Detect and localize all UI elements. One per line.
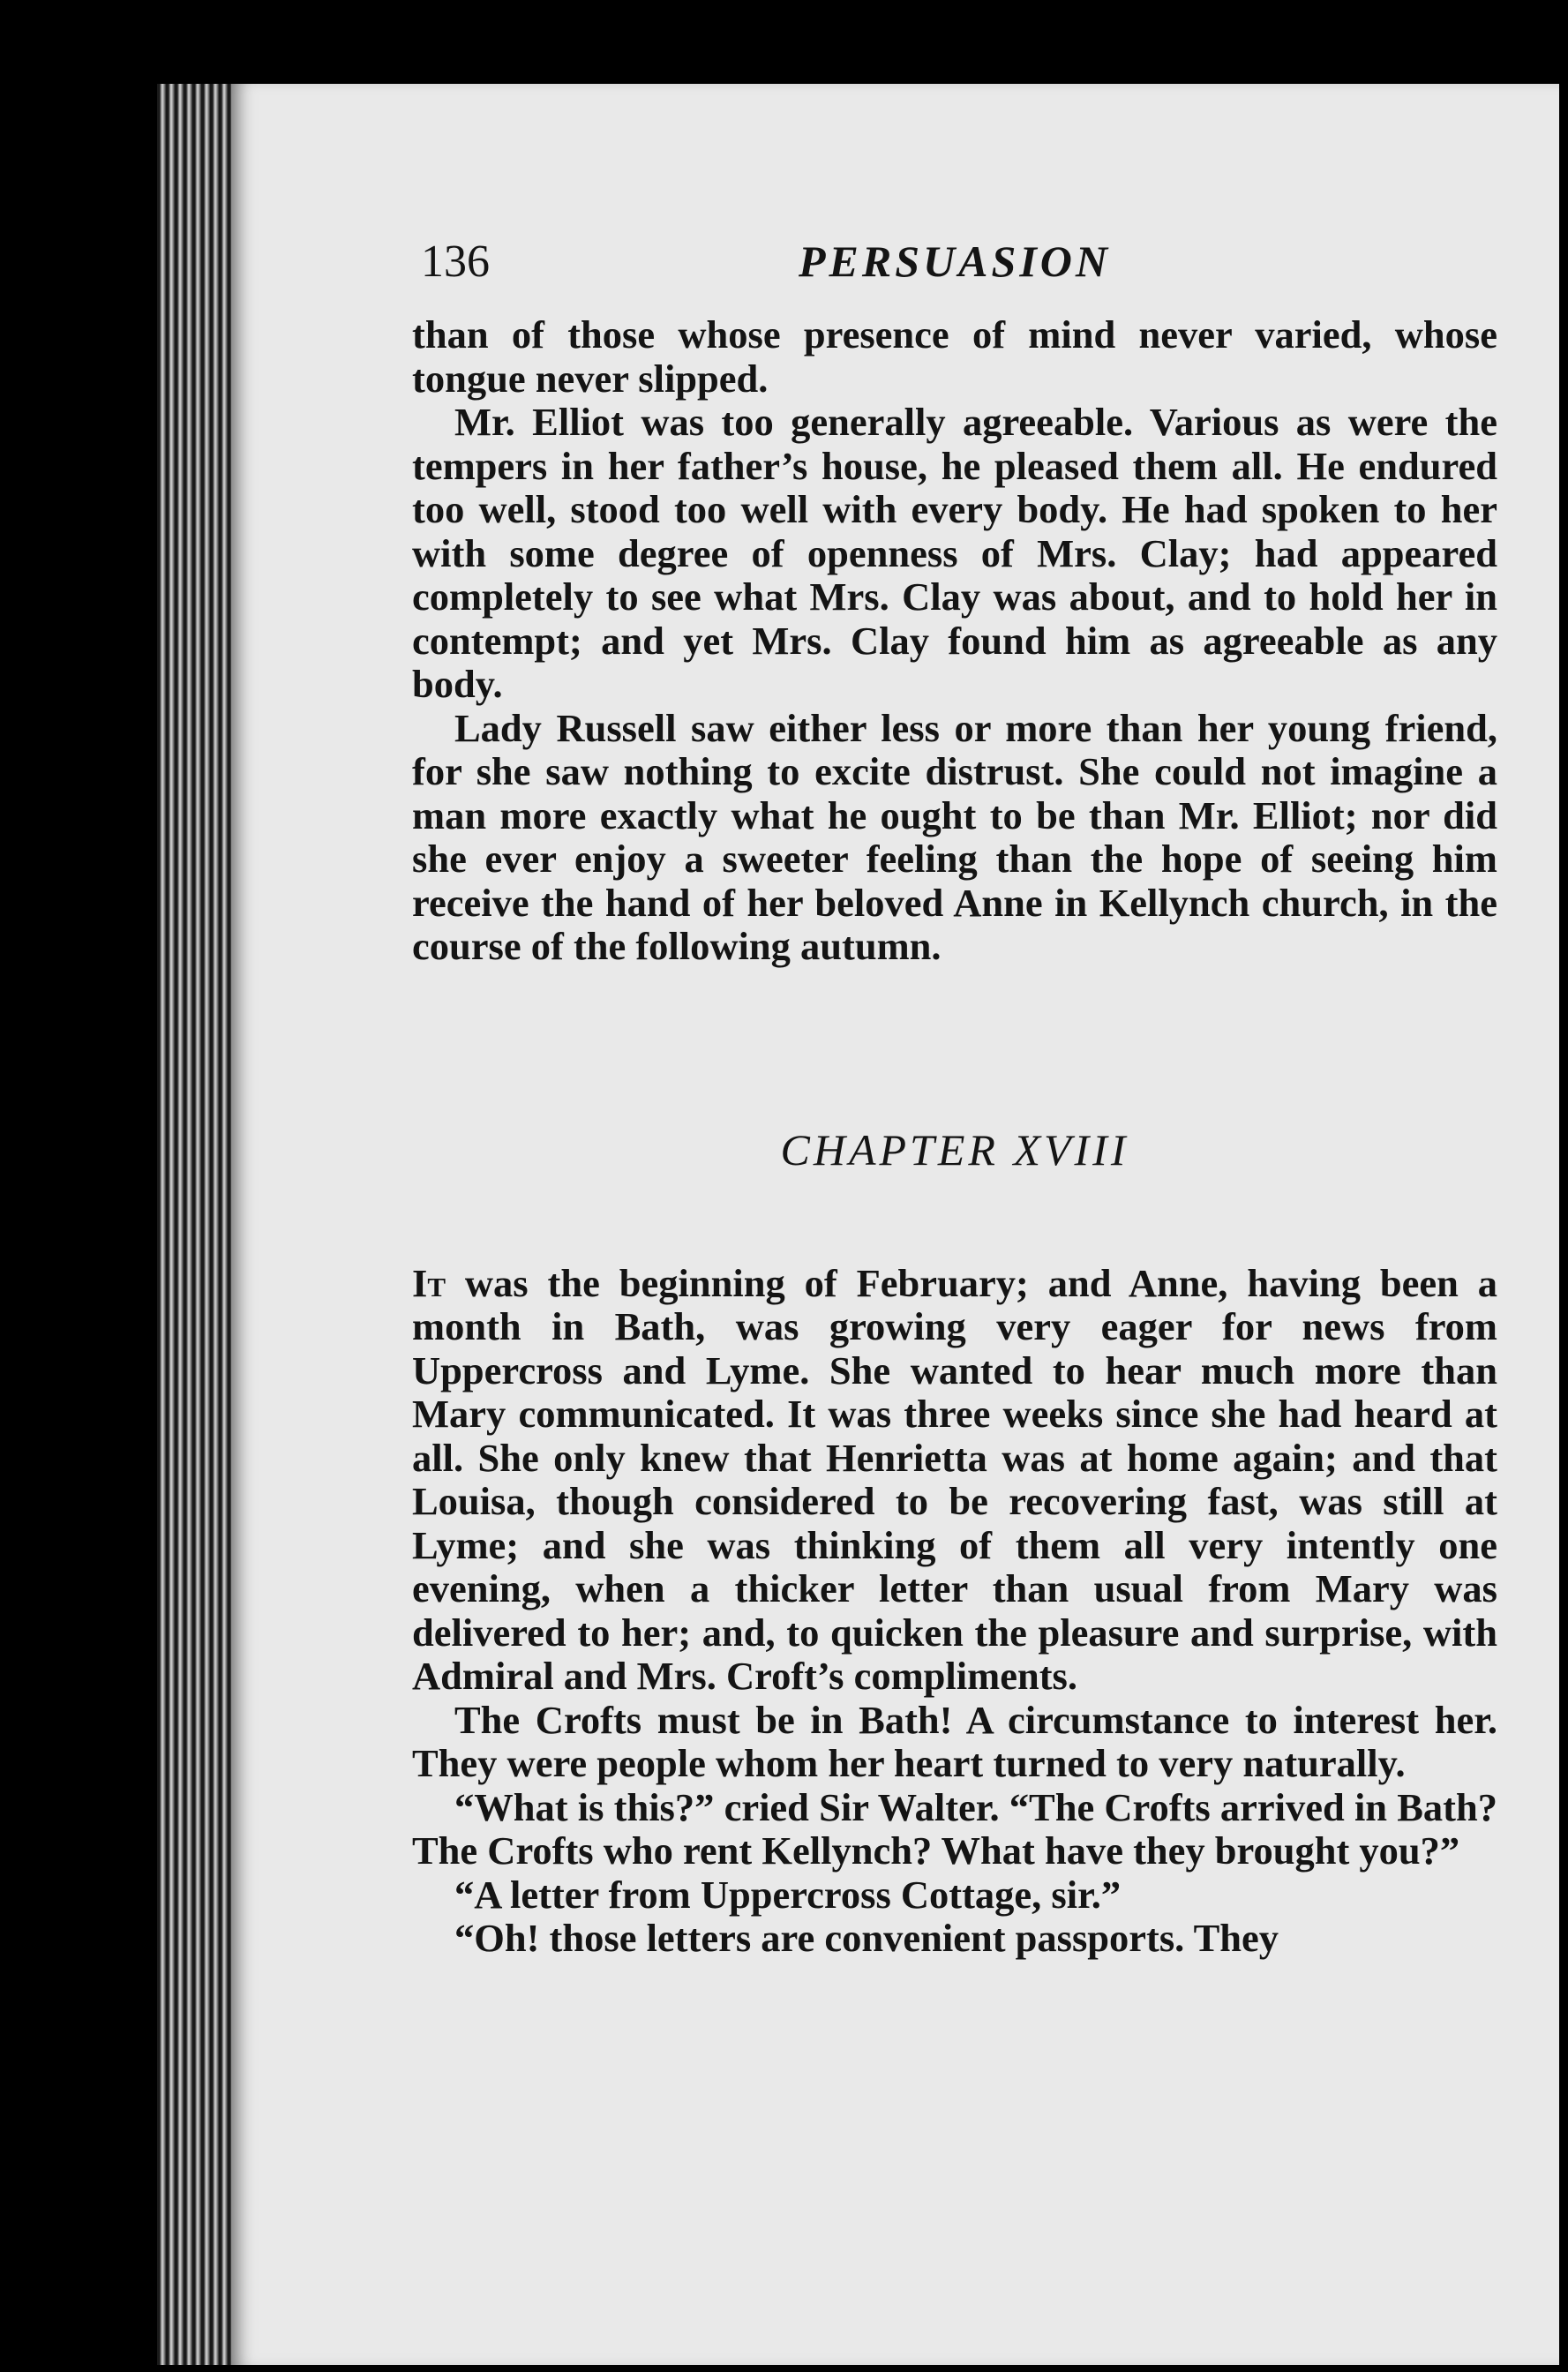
chapter-heading: CHAPTER XVIII bbox=[780, 1124, 1129, 1175]
book-page bbox=[231, 84, 1559, 2365]
dialogue-paragraph: “A letter from Uppercross Cottage, sir.” bbox=[454, 1872, 1122, 1917]
page-number: 136 bbox=[421, 236, 490, 287]
paragraph: Lady Russell saw either less or more than her young friend, for she saw nothing to excite distrust. She could not imagine a man more exactly what he ought to be than Mr. Elliot; nor did she ever enjoy a sweeter feeling than the hope of seeing him receive the hand of her beloved Anne in Kellynch church, in the course of the following autumn. bbox=[412, 705, 1497, 968]
dialogue-paragraph: “What is this?” cried Sir Walter. “The Crofts arrived in Bath? The Crofts who rent Kellynch? What have they brought you?” bbox=[412, 1784, 1497, 1873]
dialogue-paragraph: “Oh! those letters are convenient passports. They bbox=[454, 1916, 1279, 1960]
running-head bbox=[412, 236, 1497, 297]
chapter-opening-text: was the beginning of February; and Anne, having been a month in Bath, was growing very eager for news from Uppercross and Lyme. She wanted to hear much more than Mary communicated. It was three weeks since she had heard at all. She only knew that Henrietta was at home again; and that Louisa, though considered to be recovering fast, was still at Lyme; and she was thinking of them all very intently one evening, when a thicker letter than usual from Mary was delivered to her; and, to quicken the pleasure and surprise, with Admiral and Mrs. Croft’s compliments. bbox=[412, 1260, 1497, 1698]
page-content bbox=[412, 236, 1497, 1961]
paragraph-continued: than of those whose presence of mind never varied, whose tongue never slipped. bbox=[412, 312, 1497, 401]
chapter-opening-word: It bbox=[412, 1260, 446, 1305]
paragraph: Mr. Elliot was too generally agreeable. Various as were the tempers in her father’s house, he pleased them all. He endured too well, stood too well with every body. He had spoken to her with some degree of openness of Mrs. Clay; had appeared completely to see what Mrs. Clay was about, and to hold her in contempt; and yet Mrs. Clay found him as agreeable as any body. bbox=[412, 400, 1497, 706]
book-binding-edge bbox=[157, 84, 233, 2365]
paragraph: The Crofts must be in Bath! A circumstance to interest her. They were people whom her heart turned to very naturally. bbox=[412, 1697, 1497, 1785]
book-title: PERSUASION bbox=[799, 236, 1111, 286]
chapter-opening-paragraph bbox=[412, 1262, 1497, 1699]
